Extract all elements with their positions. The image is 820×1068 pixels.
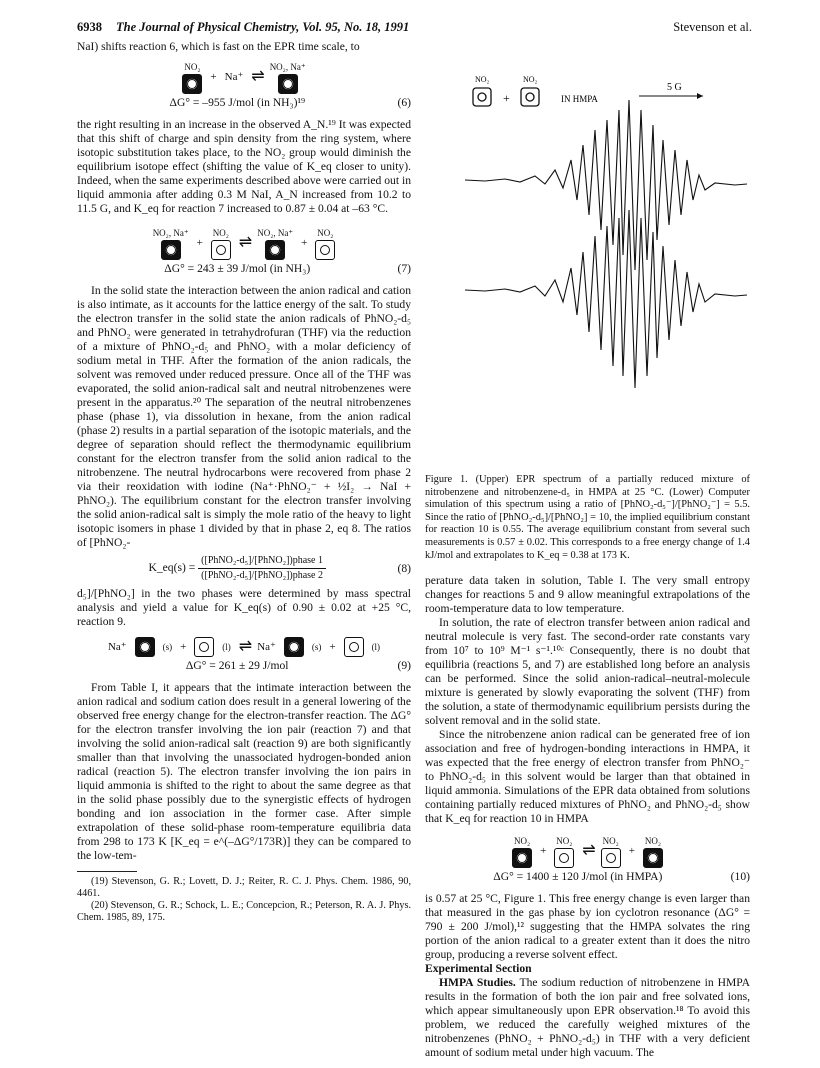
left-para-2: In the solid state the interaction between the anion radical and cation is also intimate, as it accounts for the lattice energy of the salt. To study the electron transfer in the solid state the anion radicals of PhNO₂-d₅ and PhNO₂ were generated in tetrahydrofuran (THF) via the reduction of a mixture of PhNO₂-d₅ and PhNO₂ with a molar deficiency of sodium metal in THF. After the formation of the anion radicals, the solvent was removed under reduced pressure. Once all of the THF was evaporated, the solid anion-radical salt and neutral nitrobenzenes were present in the apparatus.²⁰ The separation of the neutral nitrobenzenes phase (phase 1), via dissolution in hexane, from the anion radical (phase 2) results in a partial separation of the isotopic materials, and the degree of separation should reflect the thermodynamic equilibrium constant for the electron transfer from the solid anion radical to the nitrobenzene. The neutral hydrocarbons were recovered from phase 2 via their reoxidation with iodine (Na⁺·PhNO₂⁻ + ½I₂ → NaI + PhNO₂). The equilibrium constant for the electron transfer involving the solid anion-radical salt is simply the mole ratio of the heavy to light isotopic isomers in phase 1 divided by that in phase 2, eq 8. The ratios of [PhNO₂-: [77, 284, 411, 549]
equation-10-number: (10): [730, 870, 750, 884]
nitrobenzene-anion-icon: [182, 74, 202, 94]
no2-label: NO₂: [644, 836, 661, 847]
deuterated-nitrobenzene-icon: [554, 848, 574, 868]
no2-label: NO₂: [602, 836, 619, 847]
equation-6-text: ΔG° = –955 J/mol (in NH₃)¹⁹: [169, 96, 305, 109]
scale-arrow-icon: [697, 93, 703, 99]
sodium-ion-label: Na⁺: [224, 71, 244, 83]
plus-sign: +: [628, 845, 635, 858]
right-para-5-text: The sodium reduction of nitrobenzene in HMPA results in the formation of both the ion pair and free solvated ions, which appear simultaneously upon EPR observation.¹⁸ To avoid this problem, we reduced the carefully weighed mixtures of the nitrobenzenes (PhNO₂ + PhNO₂-d₅) in THF with a very deficient amount of sodium metal under high vacuum. The: [425, 976, 751, 1060]
equation-8-numerator: ([PhNO₂-d₅]/[PhNO₂])phase 1: [198, 554, 326, 569]
reaction-7-scheme: [77, 226, 411, 260]
deuterated-anion-icon: [643, 848, 663, 868]
reaction-9-scheme: [77, 637, 411, 657]
no2-label: NO₂: [212, 228, 229, 238]
nitrobenzene-icon: [601, 848, 621, 868]
equilibrium-arrow-icon: ⇌: [582, 842, 593, 860]
epr-simulated-trace: [465, 210, 747, 388]
equation-8-lhs: K_eq(s) =: [148, 561, 196, 575]
sodium-ion-label: Na⁺: [257, 641, 276, 653]
left-para-1: the right resulting in an increase in the observed A_N.¹⁹ It was expected that this shift of charge and spin density from the ring system, where isotopic substitution takes place, to the NO₂ group would diminish the equilibrium isotope effect (shifting the value of K_eq closer to unity). Indeed, when the same experiments described above were carried out in liquid ammonia after adding 0.3 M NaI, A_N increased from 10.2 to 11.5 G, and K_eq for reaction 7 increased to 0.87 ± 0.04 at –63 °C.: [77, 118, 411, 215]
ion-pair-label: NO₂, Na⁺: [269, 62, 306, 72]
figure-1-caption: Figure 1. (Upper) EPR spectrum of a partially reduced mixture of nitrobenzene and nitrobenzene-d₅ in HMPA at 25 °C. (Lower) Computer simulation of this spectrum using a ratio of [PhNO₂-d₅⁻]/[PhNO₂⁻] = 5.5. Since the ratio of [PhNO₂-d₅]/[PhNO₂] = 10, the implied equilibrium constant for reaction 10 is 0.55. The average equilibrium constant from several such measurements is 0.57 ± 0.02. This corresponds to a free energy change of 1.4 kJ/mol and extrapolates to K_eq = 0.38 at 173 K.: [425, 474, 750, 561]
solid-state-label: (s): [311, 642, 322, 652]
equation-9-number: (9): [397, 659, 411, 672]
svg-text:NO₂: NO₂: [523, 75, 538, 84]
figure-1: [425, 40, 750, 480]
equation-8-number: (8): [397, 561, 411, 575]
right-para-4: is 0.57 at 25 °C, Figure 1. This free energy change is even larger than that measured in the gas phase by ion cyclotron resonance (ΔG° = 790 ± 200 J/mol),¹² suggesting that the HMPA solvates the ring portion of the anion radical to a greater extent than it does the nitro group, producing a reverse solvent effect.: [425, 892, 750, 962]
ion-pair-label: NO₂, Na⁺: [257, 228, 294, 238]
equilibrium-arrow-icon: ⇌: [251, 68, 262, 85]
no2-label: NO₂: [556, 836, 573, 847]
reaction-6-scheme: [77, 60, 411, 94]
equation-8: [77, 554, 411, 583]
subsection-heading: HMPA Studies.: [439, 976, 516, 990]
nitrobenzene-anion-icon: [135, 637, 155, 657]
equation-7-text: ΔG° = 243 ± 39 J/mol (in NH₃): [164, 262, 311, 275]
no2-label: NO₂: [317, 228, 334, 238]
left-column: [77, 40, 411, 924]
nitrobenzene-anion-icon: [161, 240, 181, 260]
svg-text:+: +: [503, 91, 510, 105]
journal-title: The Journal of Physical Chemistry, Vol. 95, No. 18, 1991: [116, 20, 410, 34]
liquid-state-label: (l): [222, 642, 231, 652]
left-para-4: From Table I, it appears that the intimate interaction between the anion radical and sodium cation does result in a general lowering of the observed free energy change for the electron-transfer reaction. The ΔG° for the electron transfer involving the ion pair (reaction 7) and that involving the solid anion-radical salt (reaction 9) are both significantly smaller than that involving the unassociated hydrogen-bonded anion radical (reaction 5). The electron transfer involving the ion pairs in liquid ammonia is shifted to the right to about the same degree as that in the solid phase possibly due to the synergistic effects of hydrogen bonding and ion association in the former case. After simple extrapolation of these solid-phase room-temperature equilibria data from 298 to 173 K [K_eq = e^(–ΔG°/173R)] they can be compared to the low-tem-: [77, 681, 411, 862]
liquid-state-label: (l): [371, 642, 381, 652]
figure-in-hmpa-label: IN HMPA: [561, 94, 598, 104]
right-para-1: perature data taken in solution, Table I. The very small entropy changes for reactions 5 and 9 allow meaningful extrapolations of the room-temperature data to low temperature.: [425, 574, 750, 616]
equation-7: [77, 262, 411, 276]
solid-state-label: (s): [162, 642, 173, 652]
equation-9-text: ΔG° = 261 ± 29 J/mol: [185, 659, 289, 672]
left-para-0: NaI) shifts reaction 6, which is fast on the EPR time scale, to: [77, 40, 360, 53]
running-author: Stevenson et al.: [673, 20, 752, 34]
section-heading: Experimental Section: [425, 962, 532, 976]
reaction-10-scheme: [425, 834, 750, 868]
equation-8-denominator: ([PhNO₂-d₅]/[PhNO₂])phase 2: [201, 570, 323, 581]
epr-spectrum-figure: [425, 40, 750, 480]
deuterated-nitrobenzene-icon: [194, 637, 214, 657]
equation-6-number: (6): [397, 96, 411, 109]
no2-label: NO₂: [514, 836, 531, 847]
deuterated-anion-icon: [265, 240, 285, 260]
right-para-5: [425, 976, 750, 1060]
equation-10: [425, 870, 750, 884]
plus-sign: +: [329, 641, 336, 653]
svg-text:NO₂: NO₂: [475, 75, 490, 84]
nitrobenzene-anion-icon: [278, 74, 298, 94]
equilibrium-arrow-icon: ⇌: [238, 234, 250, 251]
page-number: 6938: [77, 20, 102, 34]
right-column: [425, 40, 750, 1060]
right-para-3: Since the nitrobenzene anion radical can be generated free of ion association and free of hydrogen-bonding interactions in HMPA, it was expected that the free energy of electron transfer from PhNO₂⁻ to PhNO₂-d₅ in this solvent would be larger than that obtained in liquid ammonia. Simulations of the EPR data obtained from solutions containing partially reduced mixtures of PhNO₂ and PhNO₂-d₅ show that K_eq for reaction 10 in HMPA: [425, 728, 750, 826]
equation-10-text: ΔG° = 1400 ± 120 J/mol (in HMPA): [493, 870, 663, 884]
plus-sign: +: [540, 845, 547, 858]
right-para-2: In solution, the rate of electron transfer between anion radical and neutral molecule is very fast. The second-order rate constants vary from 10⁷ to 10⁹ M⁻¹ s⁻¹.¹⁰ᶜ Consequently, there is no doubt that equilibria (reactions 5, and 7) are established long before an analysis can be performed. Since the solid anion-radical–neutral-molecule mixture is generated by slowly evaporating the solvent (THF) from the solution, a state of thermodynamic equilibrium persists during the solvent removal and in the solid state.: [425, 616, 750, 728]
ion-pair-label: NO₂, Na⁺: [152, 228, 189, 238]
equation-7-number: (7): [397, 262, 411, 275]
plus-sign: +: [301, 237, 308, 249]
footnote-divider: [77, 871, 137, 872]
nitrobenzene-icon: [344, 637, 364, 657]
no2-label: NO₂: [184, 62, 201, 72]
deuterated-anion-icon: [284, 637, 304, 657]
footnote-19: (19) Stevenson, G. R.; Lovett, D. J.; Reiter, R. C. J. Phys. Chem. 1986, 90, 4461.: [77, 876, 411, 899]
plus-sign: +: [210, 71, 217, 83]
plus-sign: +: [196, 237, 203, 249]
equation-9: [77, 659, 411, 673]
equation-8-fraction: [198, 554, 326, 583]
nitrobenzene-icon: [315, 240, 335, 260]
equilibrium-arrow-icon: ⇌: [238, 638, 250, 655]
left-para-3: d₅]/[PhNO₂] in the two phases were determined by mass spectral analysis and yield a value for K_eq(s) of 0.90 ± 0.02 at +25 °C, reaction 9.: [77, 587, 411, 628]
equation-6: [77, 96, 411, 110]
plus-sign: +: [180, 641, 187, 653]
figure-scale-label: 5 G: [667, 82, 682, 93]
sodium-ion-label: Na⁺: [107, 641, 127, 653]
footnote-20: (20) Stevenson, G. R.; Schock, L. E.; Concepcion, R.; Peterson, R. A. J. Phys. Chem. 1985, 89, 175.: [77, 900, 411, 923]
nitrobenzene-anion-icon: [512, 848, 532, 868]
deuterated-nitrobenzene-icon: [211, 240, 231, 260]
